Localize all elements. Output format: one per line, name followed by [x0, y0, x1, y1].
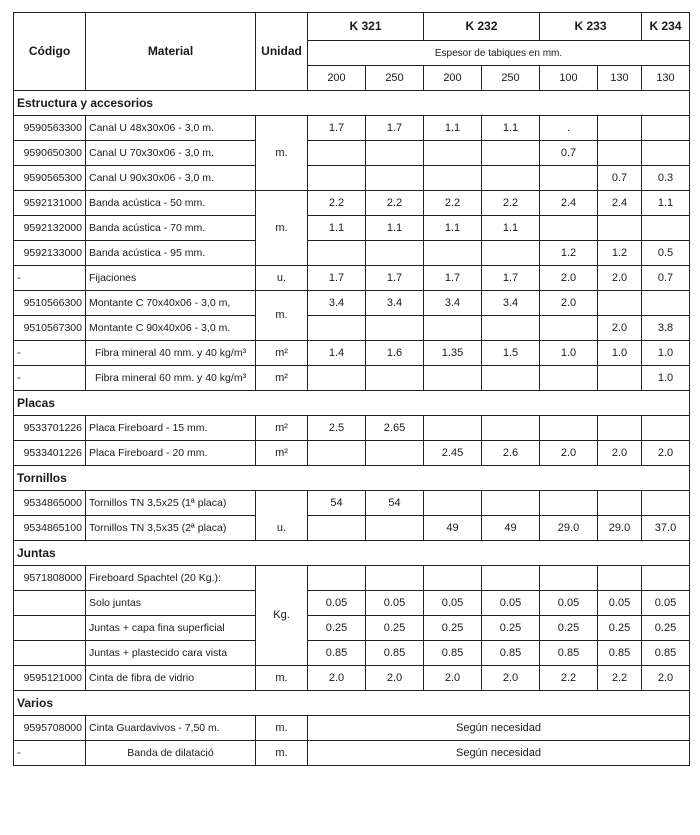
value-cell: 2.0	[308, 666, 366, 691]
row-code: -	[14, 366, 86, 391]
value-cell: 54	[366, 491, 424, 516]
value-cell: 1.35	[424, 341, 482, 366]
value-cell: 3.4	[308, 291, 366, 316]
value-cell: 1.7	[366, 266, 424, 291]
row-code: 9592133000	[14, 241, 86, 266]
value-cell: 1.4	[308, 341, 366, 366]
value-cell	[540, 366, 598, 391]
row-code: 9595708000	[14, 716, 86, 741]
value-cell	[598, 216, 642, 241]
table-row	[14, 241, 690, 266]
value-cell: 0.85	[366, 641, 424, 666]
value-cell: 1.1	[482, 216, 540, 241]
header-espesor: Espesor de tabiques en mm.	[308, 41, 690, 66]
value-cell: 2.0	[598, 266, 642, 291]
row-code: 9510567300	[14, 316, 86, 341]
value-cell: 1.1	[482, 116, 540, 141]
row-unit: m²	[256, 441, 308, 466]
row-material: Montante C 90x40x06 - 3,0 m.	[86, 316, 256, 341]
value-cell: .	[540, 116, 598, 141]
table-row	[14, 191, 690, 216]
value-cell: 1.2	[598, 241, 642, 266]
materials-table	[13, 12, 690, 766]
section-tornillos: Tornillos	[14, 466, 690, 491]
table-row	[14, 641, 690, 666]
value-cell: 1.0	[598, 341, 642, 366]
value-cell: 2.2	[598, 666, 642, 691]
value-cell	[540, 416, 598, 441]
value-cell: 0.85	[424, 641, 482, 666]
row-unit: m²	[256, 416, 308, 441]
value-cell	[424, 566, 482, 591]
row-unit: m.	[256, 716, 308, 741]
value-cell	[308, 516, 366, 541]
value-cell	[598, 491, 642, 516]
section-juntas: Juntas	[14, 541, 690, 566]
value-cell	[482, 566, 540, 591]
table-row	[14, 591, 690, 616]
row-code: 9533701226	[14, 416, 86, 441]
row-code: 9590650300	[14, 141, 86, 166]
row-material: Fireboard Spachtel (20 Kg.):	[86, 566, 256, 591]
value-cell	[540, 166, 598, 191]
row-code: 9592132000	[14, 216, 86, 241]
value-cell: 2.0	[598, 316, 642, 341]
row-material: Canal U 70x30x06 - 3,0 m.	[86, 141, 256, 166]
value-cell: 2.65	[366, 416, 424, 441]
row-material: Banda acústica - 70 mm.	[86, 216, 256, 241]
value-cell: 2.2	[482, 191, 540, 216]
value-cell: 0.25	[308, 616, 366, 641]
table-row	[14, 216, 690, 241]
row-material: Banda acústica - 50 mm.	[86, 191, 256, 216]
table-row	[14, 491, 690, 516]
table-row	[14, 441, 690, 466]
value-cell	[482, 366, 540, 391]
row-unit: m.	[256, 741, 308, 766]
value-cell	[482, 166, 540, 191]
row-code: 9510566300	[14, 291, 86, 316]
row-material: Tornillos TN 3,5x25 (1ª placa)	[86, 491, 256, 516]
segun-necesidad-cell: Según necesidad	[308, 716, 690, 741]
row-code: -	[14, 741, 86, 766]
row-code	[14, 641, 86, 666]
row-material: Tornillos TN 3,5x35 (2ª placa)	[86, 516, 256, 541]
row-material: Fijaciones	[86, 266, 256, 291]
row-unit: m²	[256, 366, 308, 391]
value-cell: 0.85	[308, 641, 366, 666]
value-cell	[540, 491, 598, 516]
value-cell: 1.1	[424, 216, 482, 241]
value-cell: 0.25	[642, 616, 690, 641]
value-cell	[598, 291, 642, 316]
value-cell	[540, 566, 598, 591]
row-material: Banda de dilatació	[86, 741, 256, 766]
value-cell	[424, 316, 482, 341]
header-material: Material	[86, 13, 256, 91]
value-cell	[366, 166, 424, 191]
value-cell	[366, 441, 424, 466]
value-cell: 0.05	[308, 591, 366, 616]
value-cell	[308, 366, 366, 391]
value-cell: 2.5	[308, 416, 366, 441]
value-cell	[540, 216, 598, 241]
row-unit: m.	[256, 191, 308, 266]
value-cell: 0.05	[424, 591, 482, 616]
table-row	[14, 141, 690, 166]
table-row	[14, 716, 690, 741]
value-cell	[308, 241, 366, 266]
row-material: Canal U 48x30x06 - 3,0 m.	[86, 116, 256, 141]
value-cell: 0.7	[598, 166, 642, 191]
header-codigo: Código	[14, 13, 86, 91]
value-cell	[424, 366, 482, 391]
row-material: Placa Fireboard - 15 mm.	[86, 416, 256, 441]
value-cell: 2.0	[540, 441, 598, 466]
value-cell	[366, 516, 424, 541]
value-cell	[366, 366, 424, 391]
row-code	[14, 591, 86, 616]
value-cell: 0.05	[366, 591, 424, 616]
value-cell: 2.0	[540, 266, 598, 291]
row-material: Cinta de fibra de vidrio	[86, 666, 256, 691]
header-k232: K 232	[424, 13, 540, 41]
header-unidad: Unidad	[256, 13, 308, 91]
value-cell: 0.3	[642, 166, 690, 191]
section-varios: Varios	[14, 691, 690, 716]
value-cell: 0.25	[598, 616, 642, 641]
header-k321: K 321	[308, 13, 424, 41]
table-row	[14, 741, 690, 766]
row-unit: m.	[256, 666, 308, 691]
row-material: Fibra mineral 60 mm. y 40 kg/m³	[86, 366, 256, 391]
table-row	[14, 341, 690, 366]
row-code	[14, 616, 86, 641]
value-cell	[482, 316, 540, 341]
value-cell	[642, 491, 690, 516]
value-cell: 1.7	[366, 116, 424, 141]
value-cell: 3.4	[366, 291, 424, 316]
value-cell: 49	[424, 516, 482, 541]
value-cell: 0.7	[540, 141, 598, 166]
row-code: 9590565300	[14, 166, 86, 191]
value-cell: 1.5	[482, 341, 540, 366]
row-code: -	[14, 266, 86, 291]
value-cell: 0.05	[482, 591, 540, 616]
value-cell: 54	[308, 491, 366, 516]
value-cell: 0.85	[540, 641, 598, 666]
value-cell: 2.2	[540, 666, 598, 691]
row-material: Cinta Guardavivos - 7,50 m.	[86, 716, 256, 741]
value-cell: 0.85	[482, 641, 540, 666]
value-cell: 0.85	[642, 641, 690, 666]
row-code: 9590563300	[14, 116, 86, 141]
value-cell	[482, 491, 540, 516]
width-label: 250	[482, 66, 540, 91]
section-placas: Placas	[14, 391, 690, 416]
section-estructura: Estructura y accesorios	[14, 91, 690, 116]
row-code: 9533401226	[14, 441, 86, 466]
row-code: 9534865100	[14, 516, 86, 541]
value-cell	[308, 316, 366, 341]
table-row	[14, 266, 690, 291]
table-row	[14, 366, 690, 391]
row-unit: m²	[256, 341, 308, 366]
value-cell: 2.0	[642, 441, 690, 466]
row-material: Montante C 70x40x06 - 3,0 m,	[86, 291, 256, 316]
value-cell: 1.1	[308, 216, 366, 241]
table-row	[14, 116, 690, 141]
row-unit: m.	[256, 291, 308, 341]
value-cell: 2.4	[598, 191, 642, 216]
value-cell	[424, 416, 482, 441]
value-cell: 0.25	[366, 616, 424, 641]
width-label: 200	[308, 66, 366, 91]
value-cell: 1.7	[424, 266, 482, 291]
value-cell: 3.8	[642, 316, 690, 341]
materials-table-page	[13, 12, 689, 766]
value-cell	[366, 566, 424, 591]
value-cell: 0.5	[642, 241, 690, 266]
value-cell: 0.7	[642, 266, 690, 291]
header-k234: K 234	[642, 13, 690, 41]
value-cell	[308, 166, 366, 191]
row-unit: m.	[256, 116, 308, 191]
value-cell: 1.7	[308, 116, 366, 141]
row-unit: u.	[256, 491, 308, 541]
row-code: 9595121000	[14, 666, 86, 691]
value-cell: 0.25	[482, 616, 540, 641]
width-label: 100	[540, 66, 598, 91]
value-cell: 0.05	[598, 591, 642, 616]
row-material: Placa Fireboard - 20 mm.	[86, 441, 256, 466]
row-material: Juntas + plastecido cara vista	[86, 641, 256, 666]
value-cell	[308, 566, 366, 591]
value-cell	[642, 566, 690, 591]
table-row	[14, 291, 690, 316]
value-cell: 0.25	[424, 616, 482, 641]
value-cell	[642, 416, 690, 441]
value-cell: 1.7	[482, 266, 540, 291]
value-cell: 2.45	[424, 441, 482, 466]
value-cell	[424, 141, 482, 166]
value-cell	[598, 116, 642, 141]
width-label: 130	[642, 66, 690, 91]
header-k233: K 233	[540, 13, 642, 41]
value-cell: 0.05	[642, 591, 690, 616]
value-cell: 2.2	[366, 191, 424, 216]
value-cell: 1.2	[540, 241, 598, 266]
value-cell	[308, 141, 366, 166]
value-cell	[598, 366, 642, 391]
row-code: 9592131000	[14, 191, 86, 216]
value-cell: 2.2	[308, 191, 366, 216]
row-unit: Kg.	[256, 566, 308, 666]
value-cell	[598, 416, 642, 441]
value-cell	[598, 566, 642, 591]
table-row	[14, 166, 690, 191]
value-cell: 0.25	[540, 616, 598, 641]
value-cell: 1.0	[642, 341, 690, 366]
value-cell: 2.0	[540, 291, 598, 316]
row-code: 9534865000	[14, 491, 86, 516]
value-cell	[642, 141, 690, 166]
value-cell	[482, 141, 540, 166]
table-row	[14, 666, 690, 691]
row-material: Solo juntas	[86, 591, 256, 616]
table-row	[14, 416, 690, 441]
value-cell	[642, 291, 690, 316]
value-cell: 3.4	[482, 291, 540, 316]
width-label: 130	[598, 66, 642, 91]
value-cell	[642, 216, 690, 241]
width-label: 200	[424, 66, 482, 91]
width-label: 250	[366, 66, 424, 91]
value-cell: 1.1	[642, 191, 690, 216]
row-unit: u.	[256, 266, 308, 291]
table-row	[14, 616, 690, 641]
value-cell: 29.0	[598, 516, 642, 541]
row-material: Banda acústica - 95 mm.	[86, 241, 256, 266]
value-cell	[642, 116, 690, 141]
value-cell: 29.0	[540, 516, 598, 541]
value-cell	[366, 141, 424, 166]
value-cell	[540, 316, 598, 341]
value-cell	[598, 141, 642, 166]
value-cell: 2.0	[642, 666, 690, 691]
value-cell: 2.2	[424, 191, 482, 216]
value-cell: 0.05	[540, 591, 598, 616]
value-cell	[482, 416, 540, 441]
row-code: -	[14, 341, 86, 366]
row-material: Fibra mineral 40 mm. y 40 kg/m³	[86, 341, 256, 366]
segun-necesidad-cell: Según necesidad	[308, 741, 690, 766]
value-cell: 49	[482, 516, 540, 541]
row-code: 9571808000	[14, 566, 86, 591]
value-cell	[482, 241, 540, 266]
table-row	[14, 316, 690, 341]
value-cell: 1.6	[366, 341, 424, 366]
row-material: Canal U 90x30x06 - 3,0 m.	[86, 166, 256, 191]
value-cell	[308, 441, 366, 466]
value-cell: 2.0	[366, 666, 424, 691]
value-cell: 1.0	[540, 341, 598, 366]
value-cell: 1.1	[424, 116, 482, 141]
table-row	[14, 516, 690, 541]
value-cell: 1.1	[366, 216, 424, 241]
value-cell: 2.6	[482, 441, 540, 466]
value-cell: 2.0	[598, 441, 642, 466]
value-cell: 1.0	[642, 366, 690, 391]
value-cell	[424, 241, 482, 266]
value-cell: 0.85	[598, 641, 642, 666]
value-cell: 2.0	[424, 666, 482, 691]
value-cell: 37.0	[642, 516, 690, 541]
table-row	[14, 566, 690, 591]
value-cell	[424, 166, 482, 191]
value-cell	[366, 316, 424, 341]
row-material: Juntas + capa fina superficial	[86, 616, 256, 641]
value-cell	[424, 491, 482, 516]
value-cell	[366, 241, 424, 266]
value-cell: 2.0	[482, 666, 540, 691]
value-cell: 3.4	[424, 291, 482, 316]
value-cell: 2.4	[540, 191, 598, 216]
value-cell: 1.7	[308, 266, 366, 291]
